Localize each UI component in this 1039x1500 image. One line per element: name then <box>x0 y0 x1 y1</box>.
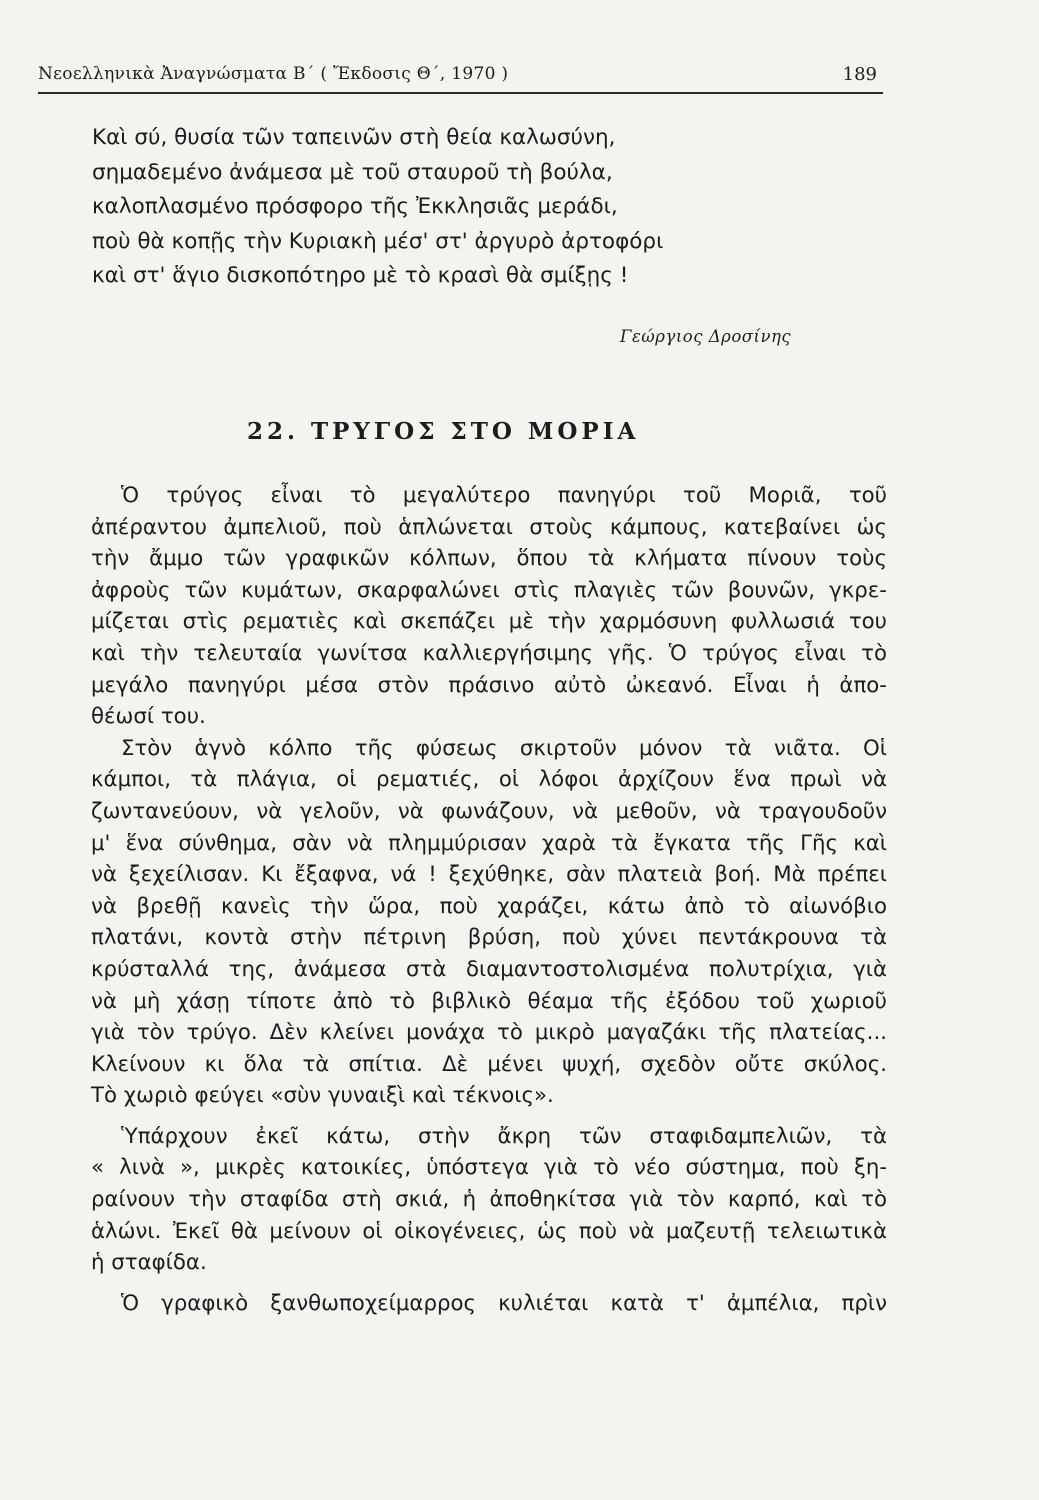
text-line: νὰ ξεχείλισαν. Κι ἔξαφνα, νά ! ξεχύθηκε, σὰν πλατειὰ βοή. Μὰ πρέπει <box>91 862 887 888</box>
text-line: πλατάνι, κοντὰ στὴν πέτρινη βρύση, ποὺ χύνει πεντάκρουνα τὰ <box>91 925 887 951</box>
page-header <box>38 58 883 94</box>
text-line: Ὑπάρχουν ἐκεῖ κάτω, στὴν ἄκρη τῶν σταφιδαμπελιῶν, τὰ <box>121 1123 887 1149</box>
text-line: ἀπέραντου ἀμπελιοῦ, ποὺ ἁπλώνεται στοὺς κάμπους, κατεβαίνει ὡς <box>91 514 887 540</box>
paragraph-gap <box>91 1279 887 1288</box>
text-line: ραίνουν τὴν σταφίδα στὴ σκιά, ἡ ἀποθηκίτσα γιὰ τὸν καρπό, καὶ τὸ <box>91 1187 887 1213</box>
running-title: Νεοελληνικὰ Ἀναγνώσματα Β΄ ( Ἔκδοσις Θ΄, 1970 ) <box>38 64 509 84</box>
text-line: κρύσταλλά της, ἀνάμεσα στὰ διαμαντοστολισμένα πολυτρίχια, γιὰ <box>91 956 887 982</box>
text-line: καὶ τὴν τελευταία γωνίτσα καλλιεργήσιμης γῆς. Ὁ τρύγος εἶναι τὸ <box>91 640 887 666</box>
text-line: γιὰ τὸν τρύγο. Δὲν κλείνει μονάχα τὸ μικρὸ μαγαζάκι τῆς πλατείας... <box>91 1020 887 1046</box>
page-number: 189 <box>842 64 877 85</box>
poem-line: σημαδεμένο ἀνάμεσα μὲ τοῦ σταυροῦ τὴ βούλα, <box>92 159 613 185</box>
text-line: κάμποι, τὰ πλάγια, οἱ ρεματιές, οἱ λόφοι ἀρχίζουν ἕνα πρωὶ νὰ <box>91 767 887 793</box>
section-title: 22. ΤΡΥΓΟΣ ΣΤΟ ΜΟΡΙΑ <box>247 418 640 445</box>
body-text <box>91 480 887 1319</box>
text-line: ἀφροὺς τῶν κυμάτων, σκαρφαλώνει στὶς πλαγιὲς τῶν βουνῶν, γκρε- <box>91 577 887 603</box>
paragraph-gap <box>91 1112 887 1121</box>
text-line: ἡ σταφίδα. <box>91 1250 207 1276</box>
text-line: μίζεται στὶς ρεματιὲς καὶ σκεπάζει μὲ τὴν χαρμόσυνη φυλλωσιά του <box>91 609 887 635</box>
poem-line: καὶ στ' ἅγιο δισκοπότηρο μὲ τὸ κρασὶ θὰ σμίξῃς ! <box>92 263 629 288</box>
text-line: ἁλώνι. Ἐκεῖ θὰ μείνουν οἱ οἰκογένειες, ὡς ποὺ νὰ μαζευτῇ τελειωτικὰ <box>91 1218 887 1244</box>
text-line: ζωντανεύουν, νὰ γελοῦν, νὰ φωνάζουν, νὰ μεθοῦν, νὰ τραγουδοῦν <box>91 798 887 824</box>
poem-author: Γεώργιος Δροσίνης <box>620 327 792 346</box>
poem-line: Καὶ σύ, θυσία τῶν ταπεινῶν στὴ θεία καλωσύνη, <box>92 125 616 150</box>
poem-line: ποὺ θὰ κοπῇς τὴν Κυριακὴ μέσ' στ' ἀργυρὸ ἀρτοφόρι <box>92 228 664 254</box>
text-line: « λινὰ », μικρὲς κατοικίες, ὑπόστεγα γιὰ τὸ νέο σύστημα, ποὺ ξη- <box>91 1155 887 1181</box>
text-line: Ὁ τρύγος εἶναι τὸ μεγαλύτερο πανηγύρι τοῦ Μοριᾶ, τοῦ <box>121 483 887 508</box>
text-line: νὰ μὴ χάσῃ τίποτε ἀπὸ τὸ βιβλικὸ θέαμα τῆς ἐξόδου τοῦ χωριοῦ <box>91 988 887 1014</box>
text-line: μ' ἕνα σύνθημα, σὰν νὰ πλημμύρισαν χαρὰ τὰ ἔγκατα τῆς Γῆς καὶ <box>91 830 887 856</box>
text-line: μεγάλο πανηγύρι μέσα στὸν πράσινο αὐτὸ ὠκεανό. Εἶναι ἡ ἀπο- <box>91 672 887 698</box>
text-line: Στὸν ἁγνὸ κόλπο τῆς φύσεως σκιρτοῦν μόνον τὰ νιᾶτα. Οἱ <box>121 735 887 761</box>
text-line: τὴν ἄμμο τῶν γραφικῶν κόλπων, ὅπου τὰ κλήματα πίνουν τοὺς <box>91 546 887 572</box>
poem-stanza <box>92 121 852 294</box>
poem-line: καλοπλασμένο πρόσφορο τῆς Ἐκκλησιᾶς μεράδι, <box>92 194 618 219</box>
text-line: θέωσί του. <box>91 704 206 730</box>
text-line: Τὸ χωριὸ φεύγει «σὺν γυναιξὶ καὶ τέκνοις». <box>91 1083 554 1109</box>
text-line: νὰ βρεθῇ κανεὶς τὴν ὥρα, ποὺ χαράζει, κάτω ἀπὸ τὸ αἰωνόβιο <box>91 893 887 919</box>
text-line: Κλείνουν κι ὅλα τὰ σπίτια. Δὲ μένει ψυχή, σχεδὸν οὔτε σκύλος. <box>91 1051 887 1077</box>
text-line: Ὁ γραφικὸ ξανθωποχείμαρρος κυλιέται κατὰ τ' ἀμπέλια, πρὶν <box>121 1290 887 1316</box>
